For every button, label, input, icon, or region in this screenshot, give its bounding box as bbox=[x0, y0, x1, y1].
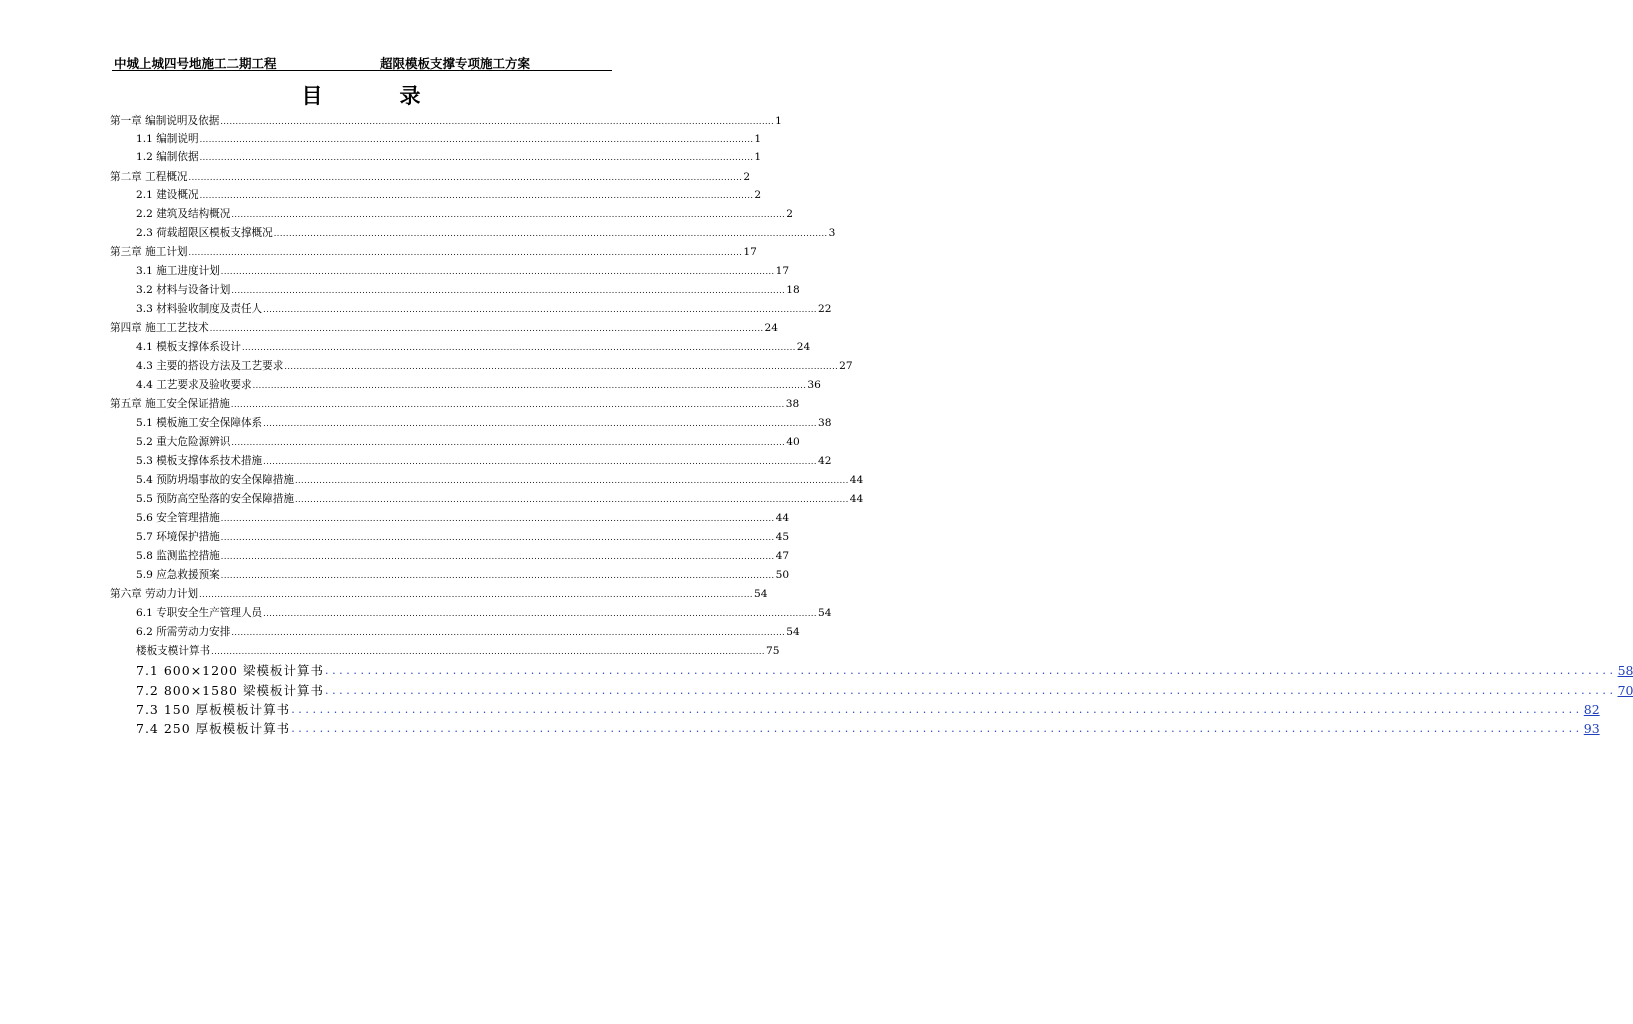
toc-entry-label: 第四章 施工工艺技术 bbox=[110, 322, 209, 334]
toc-page-number: 40 bbox=[786, 436, 800, 448]
toc-entry-label: 5.4 预防坍塌事故的安全保障措施 bbox=[136, 474, 294, 486]
toc-entry-label: 5.2 重大危险源辨识 bbox=[136, 436, 231, 448]
toc-page-number: 54 bbox=[753, 588, 768, 600]
toc-chapter-entry bbox=[110, 393, 800, 411]
toc-page-number: 45 bbox=[775, 531, 790, 543]
toc-page-number[interactable]: 82 bbox=[1583, 702, 1600, 717]
toc-page-number: 42 bbox=[817, 455, 832, 467]
header-document-name: 超限模板支撑专项施工方案 bbox=[380, 56, 531, 71]
toc-section-entry bbox=[136, 412, 832, 430]
toc-dot-leader: ...................................................................................................................................................................................... bbox=[263, 419, 817, 428]
page-title: 目 录 bbox=[301, 84, 449, 108]
toc-page-number: 24 bbox=[796, 341, 811, 353]
toc-dot-leader: ...................................................................................................................................................................................... bbox=[199, 590, 753, 599]
toc-section-entry bbox=[136, 602, 832, 620]
toc-page-number: 1 bbox=[754, 151, 762, 163]
toc-entry-label: 1.2 编制依据 bbox=[136, 151, 199, 163]
toc-section-entry bbox=[136, 146, 762, 164]
toc-entry-label: 6.2 所需劳动力安排 bbox=[136, 626, 231, 638]
toc-dot-leader: ...................................................................................................................................................................................... bbox=[252, 381, 807, 390]
toc-section-entry bbox=[136, 469, 864, 487]
toc-page-number[interactable]: 70 bbox=[1617, 683, 1633, 698]
toc-dot-leader: ...................................................................................................................................................................................... bbox=[209, 324, 764, 333]
toc-entry-label: 7.3 150 厚板模板计算书 bbox=[136, 702, 291, 717]
toc-page-number: 44 bbox=[849, 474, 864, 486]
toc-section-entry bbox=[136, 128, 762, 146]
toc-entry-label: 7.1 600×1200 梁模板计算书 bbox=[136, 663, 324, 678]
toc-chapter-entry bbox=[110, 110, 782, 128]
toc-entry-label: 2.3 荷载超限区模板支撑概况 bbox=[136, 227, 273, 239]
toc-entry-label: 4.1 模板支撑体系设计 bbox=[136, 341, 241, 353]
toc-section-entry bbox=[136, 336, 811, 354]
toc-section-entry[interactable] bbox=[136, 698, 1600, 717]
toc-dot-leader: ...................................................................................................................................................................................... bbox=[231, 628, 786, 637]
toc-entry-label: 5.6 安全管理措施 bbox=[136, 512, 220, 524]
toc-entry-label: 第五章 施工安全保证措施 bbox=[110, 398, 230, 410]
toc-dot-leader: ...................................................................................................................................................................................... bbox=[231, 210, 786, 219]
toc-page-number: 2 bbox=[754, 189, 762, 201]
toc-page-number: 44 bbox=[849, 493, 864, 505]
toc-section-entry bbox=[136, 355, 853, 373]
toc-entry-label: 5.9 应急救援预案 bbox=[136, 569, 220, 581]
toc-section-entry bbox=[136, 279, 800, 297]
toc-dot-leader: ...................................................................................................................................................................................... bbox=[220, 514, 775, 523]
toc-section-entry bbox=[136, 203, 793, 221]
toc-entry-label: 第二章 工程概况 bbox=[110, 171, 188, 183]
toc-entry-label: 5.5 预防高空坠落的安全保障措施 bbox=[136, 493, 294, 505]
toc-section-entry bbox=[136, 298, 832, 316]
toc-dot-leader: ...................................................................................................................................................................................... bbox=[291, 722, 1583, 735]
toc-page-number: 2 bbox=[786, 208, 793, 220]
toc-entry-label: 楼板支模计算书 bbox=[136, 645, 211, 657]
toc-dot-leader: ...................................................................................................................................................................................... bbox=[284, 362, 839, 371]
toc-dot-leader: ...................................................................................................................................................................................... bbox=[199, 191, 754, 200]
toc-section-entry bbox=[136, 640, 780, 658]
toc-dot-leader: ...................................................................................................................................................................................... bbox=[231, 438, 786, 447]
toc-dot-leader: ...................................................................................................................................................................................... bbox=[263, 457, 817, 466]
toc-section-entry bbox=[136, 450, 832, 468]
toc-dot-leader: ...................................................................................................................................................................................... bbox=[231, 286, 786, 295]
toc-dot-leader: ...................................................................................................................................................................................... bbox=[188, 248, 743, 257]
toc-page-number: 47 bbox=[775, 550, 790, 562]
toc-section-entry bbox=[136, 545, 790, 563]
toc-section-entry bbox=[136, 184, 762, 202]
toc-dot-leader: ...................................................................................................................................................................................... bbox=[263, 305, 817, 314]
toc-entry-label: 5.7 环境保护措施 bbox=[136, 531, 220, 543]
toc-page-number: 44 bbox=[775, 512, 790, 524]
toc-section-entry bbox=[136, 260, 790, 278]
toc-page-number: 38 bbox=[785, 398, 800, 410]
toc-dot-leader: ...................................................................................................................................................................................... bbox=[241, 343, 796, 352]
toc-dot-leader: ...................................................................................................................................................................................... bbox=[220, 571, 775, 580]
toc-page-number[interactable]: 58 bbox=[1617, 663, 1633, 678]
toc-section-entry bbox=[136, 621, 800, 639]
toc-page-number: 1 bbox=[775, 115, 782, 127]
toc-section-entry bbox=[136, 564, 790, 582]
toc-dot-leader: ...................................................................................................................................................................................... bbox=[230, 400, 785, 409]
toc-entry-label: 3.2 材料与设备计划 bbox=[136, 284, 231, 296]
toc-entry-label: 1.1 编制说明 bbox=[136, 133, 199, 145]
toc-entry-label: 3.1 施工进度计划 bbox=[136, 265, 220, 277]
toc-section-entry bbox=[136, 507, 790, 525]
toc-dot-leader: ...................................................................................................................................................................................... bbox=[220, 552, 775, 561]
toc-page-number: 2 bbox=[743, 171, 751, 183]
toc-dot-leader: ...................................................................................................................................................................................... bbox=[294, 476, 849, 485]
toc-page-number: 54 bbox=[786, 626, 800, 638]
toc-dot-leader: ...................................................................................................................................................................................... bbox=[199, 135, 754, 144]
toc-dot-leader: ...................................................................................................................................................................................... bbox=[199, 153, 754, 162]
toc-entry-label: 5.3 模板支撑体系技术措施 bbox=[136, 455, 263, 467]
toc-dot-leader: ...................................................................................................................................................................................... bbox=[263, 609, 817, 618]
toc-entry-label: 6.1 专职安全生产管理人员 bbox=[136, 607, 263, 619]
toc-entry-label: 3.3 材料验收制度及责任人 bbox=[136, 303, 263, 315]
toc-chapter-entry bbox=[110, 166, 751, 184]
toc-page-number: 24 bbox=[764, 322, 779, 334]
toc-page-number: 36 bbox=[807, 379, 821, 391]
toc-section-entry[interactable] bbox=[136, 717, 1600, 736]
toc-chapter-entry bbox=[110, 241, 757, 259]
toc-entry-label: 第三章 施工计划 bbox=[110, 246, 188, 258]
toc-section-entry bbox=[136, 431, 800, 449]
toc-dot-leader: ...................................................................................................................................................................................... bbox=[220, 267, 775, 276]
toc-entry-label: 2.2 建筑及结构概况 bbox=[136, 208, 231, 220]
toc-entry-label: 第六章 劳动力计划 bbox=[110, 588, 199, 600]
toc-dot-leader: ...................................................................................................................................................................................... bbox=[324, 664, 1617, 677]
toc-dot-leader: ...................................................................................................................................................................................... bbox=[220, 533, 775, 542]
toc-page-number: 17 bbox=[775, 265, 790, 277]
toc-entry-label: 第一章 编制说明及依据 bbox=[110, 115, 220, 127]
header-project-name: 中城上城四号地施工二期工程 bbox=[114, 56, 277, 71]
toc-section-entry[interactable] bbox=[136, 679, 1633, 698]
toc-chapter-entry bbox=[110, 583, 768, 601]
toc-chapter-entry bbox=[110, 317, 779, 335]
toc-section-entry bbox=[136, 526, 790, 544]
toc-dot-leader: ...................................................................................................................................................................................... bbox=[211, 647, 765, 656]
toc-page-number: 38 bbox=[817, 417, 832, 429]
toc-entry-label: 2.1 建设概况 bbox=[136, 189, 199, 201]
toc-section-entry bbox=[136, 488, 864, 506]
toc-dot-leader: ...................................................................................................................................................................................... bbox=[324, 684, 1617, 697]
toc-page-number: 1 bbox=[754, 133, 762, 145]
toc-section-entry bbox=[136, 374, 821, 392]
toc-dot-leader: ...................................................................................................................................................................................... bbox=[188, 173, 743, 182]
toc-entry-label: 5.8 监测监控措施 bbox=[136, 550, 220, 562]
toc-section-entry[interactable] bbox=[136, 659, 1633, 678]
toc-entry-label: 4.4 工艺要求及验收要求 bbox=[136, 379, 252, 391]
toc-entry-label: 7.4 250 厚板模板计算书 bbox=[136, 721, 291, 736]
toc-page-number: 27 bbox=[839, 360, 853, 372]
toc-page-number: 3 bbox=[828, 227, 836, 239]
toc-page-number: 75 bbox=[765, 645, 780, 657]
toc-page-number: 22 bbox=[817, 303, 832, 315]
toc-dot-leader: ...................................................................................................................................................................................... bbox=[220, 117, 775, 126]
toc-page-number: 18 bbox=[786, 284, 800, 296]
toc-entry-label: 7.2 800×1580 梁模板计算书 bbox=[136, 683, 324, 698]
toc-page-number: 17 bbox=[743, 246, 757, 258]
page-header bbox=[112, 52, 612, 71]
toc-entry-label: 4.3 主要的搭设方法及工艺要求 bbox=[136, 360, 284, 372]
toc-dot-leader: ...................................................................................................................................................................................... bbox=[273, 229, 828, 238]
toc-page-number[interactable]: 93 bbox=[1583, 721, 1600, 736]
toc-section-entry bbox=[136, 222, 836, 240]
toc-page-number: 54 bbox=[817, 607, 832, 619]
toc-entry-label: 5.1 模板施工安全保障体系 bbox=[136, 417, 263, 429]
toc-dot-leader: ...................................................................................................................................................................................... bbox=[291, 703, 1583, 716]
toc-page-number: 50 bbox=[775, 569, 790, 581]
toc-dot-leader: ...................................................................................................................................................................................... bbox=[294, 495, 849, 504]
